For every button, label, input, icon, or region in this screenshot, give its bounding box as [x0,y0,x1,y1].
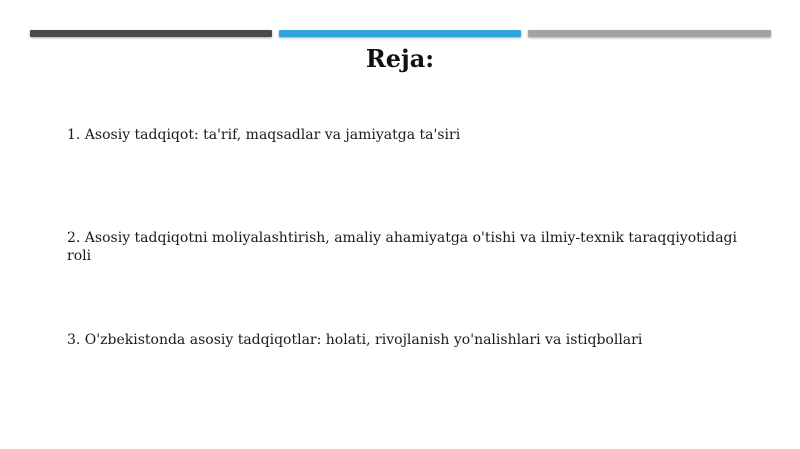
decorative-bar-dark [30,30,272,37]
decorative-bar-gray [528,30,771,37]
slide-title: Reja: [365,44,435,73]
decorative-bar-blue [279,30,521,37]
plan-item-2: 2. Asosiy tadqiqotni moliyalashtirish, amaliy ahamiyatga o'tishi va ilmiy-texnik taraqqiyotidagi roli [67,230,737,264]
plan-item-3: 3. O'zbekistonda asosiy tadqiqotlar: holati, rivojlanish yo'nalishlari va istiqbollari [67,332,643,348]
plan-item-1: 1. Asosiy tadqiqot: ta'rif, maqsadlar va jamiyatga ta'siri [67,127,461,143]
